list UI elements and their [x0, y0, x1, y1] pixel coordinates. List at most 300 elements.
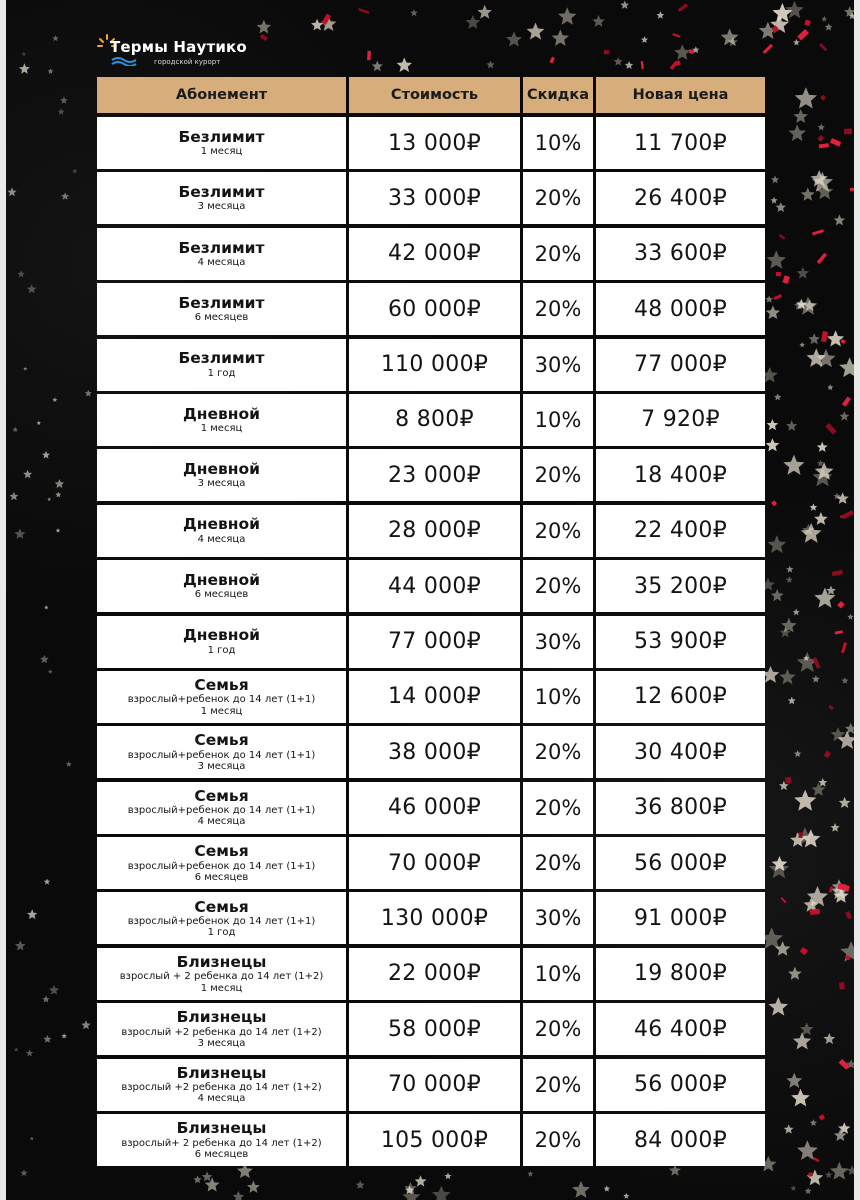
star-shape: [15, 940, 26, 950]
confetti-piece: [782, 275, 790, 284]
star-shape: [527, 1171, 533, 1177]
subscription-cell: [97, 449, 346, 501]
star-shape: [56, 528, 61, 532]
star-shape: [19, 63, 30, 73]
table-row: [97, 172, 762, 224]
star-shape: [604, 1185, 611, 1191]
plan-period: 3 месяца: [197, 478, 246, 490]
subscription-cell: [97, 1114, 346, 1166]
star-shape: [830, 1162, 849, 1180]
plan-name: Дневной: [182, 515, 261, 534]
table-row: [97, 892, 762, 944]
plan-period: 6 месяцев: [194, 589, 249, 601]
plan-name: Безлимит: [178, 349, 265, 368]
confetti-piece: [835, 630, 844, 634]
confetti-piece: [841, 339, 846, 344]
confetti-piece: [825, 423, 836, 434]
star-shape: [7, 187, 16, 196]
star-shape: [625, 61, 634, 69]
discount-cell: 30%: [523, 339, 593, 391]
confetti-piece: [367, 51, 371, 60]
new-price-cell: 12 600₽: [596, 671, 765, 723]
discount-cell: 30%: [523, 892, 593, 944]
star-shape: [193, 1175, 201, 1183]
star-shape: [233, 1191, 245, 1200]
price-cell: 23 000₽: [349, 449, 520, 501]
plan-name: Дневной: [182, 626, 261, 645]
subscription-cell: [97, 117, 346, 169]
plan-detail: взрослый+ребенок до 14 лет (1+1): [127, 915, 316, 927]
price-cell: 105 000₽: [349, 1114, 520, 1166]
plan-name: Близнецы: [176, 1063, 267, 1082]
star-shape: [415, 1175, 427, 1186]
table-row: [97, 505, 762, 557]
star-shape: [18, 270, 25, 277]
confetti-piece: [780, 897, 786, 903]
star-shape: [23, 470, 32, 479]
subscription-cell: [97, 228, 346, 280]
plan-detail: взрослый+ребенок до 14 лет (1+1): [127, 694, 316, 706]
star-shape: [827, 330, 844, 346]
subscription-cell: [97, 560, 346, 612]
new-price-cell: 11 700₽: [596, 117, 765, 169]
star-shape: [61, 192, 69, 200]
plan-name: Семья: [194, 731, 249, 750]
star-shape: [592, 15, 605, 27]
star-shape: [247, 1181, 260, 1193]
star-shape: [823, 1033, 835, 1044]
price-cell: 33 000₽: [349, 172, 520, 224]
confetti-piece: [817, 135, 824, 142]
star-shape: [771, 589, 784, 601]
star-shape: [66, 761, 72, 767]
star-shape: [445, 1173, 452, 1180]
star-shape: [784, 1124, 794, 1133]
discount-cell: 20%: [523, 1003, 593, 1055]
star-shape: [674, 44, 690, 60]
discount-cell: 20%: [523, 726, 593, 778]
plan-name: Семья: [194, 842, 249, 861]
new-price-cell: 19 800₽: [596, 948, 765, 1000]
plan-name: Семья: [194, 786, 249, 805]
subscription-cell: [97, 726, 346, 778]
star-shape: [506, 31, 522, 46]
new-price-cell: 48 000₽: [596, 283, 765, 335]
plan-period: 1 год: [207, 927, 236, 939]
confetti-piece: [813, 1157, 820, 1162]
star-shape: [205, 1178, 220, 1192]
confetti-piece: [776, 272, 781, 276]
confetti-piece: [797, 29, 809, 41]
table-row: [97, 948, 762, 1000]
subscription-cell: [97, 948, 346, 1000]
star-shape: [486, 61, 494, 69]
new-price-cell: 36 800₽: [596, 782, 765, 834]
star-shape: [817, 442, 828, 452]
star-shape: [432, 1186, 451, 1200]
confetti-piece: [824, 751, 831, 759]
price-cell: 77 000₽: [349, 616, 520, 668]
star-shape: [72, 169, 77, 174]
brand-name: Термы Наутико: [110, 38, 247, 56]
new-price-cell: 91 000₽: [596, 892, 765, 944]
star-shape: [9, 492, 18, 501]
star-shape: [641, 36, 648, 43]
new-price-cell: 26 400₽: [596, 172, 765, 224]
discount-cell: 30%: [523, 616, 593, 668]
plan-detail: взрослый +2 ребенка до 14 лет (1+2): [121, 1026, 322, 1038]
new-price-cell: 33 600₽: [596, 228, 765, 280]
plan-name: Близнецы: [176, 952, 267, 971]
price-cell: 130 000₽: [349, 892, 520, 944]
plan-period: 3 месяца: [197, 201, 246, 213]
star-shape: [847, 614, 853, 620]
star-shape: [831, 823, 840, 832]
star-shape: [14, 528, 25, 539]
discount-cell: 10%: [523, 117, 593, 169]
plan-period: 1 месяц: [200, 146, 243, 158]
star-shape: [372, 61, 383, 72]
table-body: [97, 117, 762, 1166]
star-shape: [558, 7, 577, 25]
confetti-piece: [844, 128, 852, 134]
new-price-cell: 46 400₽: [596, 1003, 765, 1055]
star-shape: [657, 11, 665, 18]
star-shape: [807, 1169, 824, 1185]
star-shape: [795, 87, 817, 108]
star-shape: [767, 250, 786, 268]
star-shape: [786, 420, 797, 431]
confetti-piece: [604, 50, 610, 54]
star-shape: [839, 797, 851, 808]
star-shape: [801, 187, 815, 200]
confetti-piece: [798, 832, 803, 838]
star-shape: [49, 985, 59, 995]
confetti-piece: [830, 138, 841, 147]
star-shape: [814, 512, 828, 525]
plan-period: 1 год: [207, 367, 236, 379]
subscription-cell: [97, 283, 346, 335]
star-shape: [765, 295, 773, 302]
confetti-piece: [820, 95, 826, 101]
header-subscription: Абонемент: [97, 77, 346, 113]
discount-cell: 20%: [523, 283, 593, 335]
confetti-piece: [804, 19, 811, 26]
new-price-cell: 53 900₽: [596, 616, 765, 668]
star-shape: [839, 411, 849, 420]
star-shape: [61, 1033, 67, 1038]
plan-period: 4 месяца: [197, 256, 246, 268]
confetti-piece: [689, 49, 694, 54]
table-row: [97, 283, 762, 335]
table-row: [97, 616, 762, 668]
star-shape: [791, 1089, 810, 1107]
plan-period: 4 месяца: [197, 816, 246, 828]
confetti-piece: [832, 570, 843, 576]
subscription-cell: [97, 892, 346, 944]
confetti-piece: [839, 982, 845, 990]
new-price-cell: 18 400₽: [596, 449, 765, 501]
plan-period: 6 месяцев: [194, 312, 249, 324]
confetti-piece: [828, 705, 833, 710]
star-shape: [779, 669, 795, 684]
star-shape: [40, 655, 49, 664]
table-row: [97, 339, 762, 391]
star-shape: [27, 284, 37, 293]
price-cell: 13 000₽: [349, 117, 520, 169]
star-shape: [769, 997, 789, 1016]
table-row: [97, 117, 762, 169]
price-cell: 70 000₽: [349, 837, 520, 889]
confetti-piece: [672, 33, 680, 38]
star-shape: [797, 1140, 818, 1160]
table-row: [97, 1059, 762, 1111]
confetti-piece: [819, 1114, 825, 1120]
star-shape: [44, 605, 48, 609]
star-shape: [44, 879, 50, 885]
star-shape: [785, 1, 803, 18]
header-price: Стоимость: [349, 77, 520, 113]
confetti-piece: [641, 61, 644, 69]
plan-detail: взрослый+ 2 ребенка до 14 лет (1+2): [121, 1137, 322, 1149]
table-row: [97, 1114, 762, 1166]
star-shape: [783, 455, 804, 475]
confetti-piece: [810, 909, 820, 915]
brand-logo: [96, 30, 246, 70]
star-shape: [55, 492, 61, 498]
discount-cell: 20%: [523, 1059, 593, 1111]
star-shape: [810, 503, 818, 510]
star-shape: [22, 52, 26, 56]
star-shape: [772, 3, 792, 22]
confetti-piece: [549, 57, 555, 64]
star-shape: [52, 397, 57, 402]
star-shape: [477, 5, 492, 19]
star-shape: [837, 492, 849, 504]
brand-tagline: городской курорт: [154, 58, 221, 66]
star-shape: [527, 23, 545, 40]
confetti-piece: [678, 3, 688, 12]
plan-period: 1 месяц: [200, 982, 243, 994]
star-shape: [23, 367, 27, 371]
star-shape: [793, 1032, 811, 1049]
plan-name: Безлимит: [178, 293, 265, 312]
subscription-cell: [97, 172, 346, 224]
price-cell: 46 000₽: [349, 782, 520, 834]
star-shape: [774, 393, 781, 400]
subscription-cell: [97, 782, 346, 834]
table-row: [97, 782, 762, 834]
star-shape: [793, 39, 800, 45]
star-shape: [821, 16, 827, 22]
confetti-piece: [785, 777, 792, 783]
subscription-cell: [97, 837, 346, 889]
star-shape: [614, 57, 623, 66]
star-shape: [786, 576, 793, 583]
star-shape: [620, 1, 629, 9]
plan-detail: взрослый + 2 ребенка до 14 лет (1+2): [119, 971, 324, 983]
plan-name: Безлимит: [178, 127, 265, 146]
table-row: [97, 671, 762, 723]
discount-cell: 20%: [523, 837, 593, 889]
confetti-piece: [841, 642, 847, 653]
confetti-piece: [817, 253, 827, 264]
left-page-edge: [0, 0, 6, 1200]
star-shape: [552, 29, 569, 46]
new-price-cell: 56 000₽: [596, 1059, 765, 1111]
star-shape: [14, 1047, 18, 1051]
price-cell: 70 000₽: [349, 1059, 520, 1111]
star-shape: [410, 9, 418, 16]
discount-cell: 20%: [523, 449, 593, 501]
header-new-price: Новая цена: [596, 77, 765, 113]
plan-name: Близнецы: [176, 1008, 267, 1027]
price-cell: 58 000₽: [349, 1003, 520, 1055]
new-price-cell: 56 000₽: [596, 837, 765, 889]
plan-name: Безлимит: [178, 238, 265, 257]
discount-cell: 20%: [523, 560, 593, 612]
star-shape: [257, 20, 272, 34]
star-shape: [827, 384, 833, 390]
star-shape: [834, 214, 846, 225]
discount-cell: 20%: [523, 782, 593, 834]
table-row: [97, 560, 762, 612]
star-shape: [623, 1193, 629, 1199]
star-shape: [26, 1049, 33, 1056]
confetti-piece: [821, 331, 828, 342]
discount-cell: 20%: [523, 505, 593, 557]
price-cell: 38 000₽: [349, 726, 520, 778]
star-shape: [788, 697, 796, 705]
star-shape: [781, 618, 797, 633]
star-shape: [766, 306, 780, 320]
new-price-cell: 77 000₽: [596, 339, 765, 391]
price-cell: 60 000₽: [349, 283, 520, 335]
star-shape: [47, 497, 51, 501]
star-shape: [797, 267, 809, 279]
table-row: [97, 449, 762, 501]
subscription-cell: [97, 1059, 346, 1111]
star-shape: [721, 28, 739, 45]
table-row: [97, 228, 762, 280]
new-price-cell: 35 200₽: [596, 560, 765, 612]
star-shape: [776, 202, 786, 212]
confetti-piece: [842, 397, 851, 407]
plan-name: Близнецы: [176, 1119, 267, 1138]
star-shape: [37, 421, 41, 425]
subscription-cell: [97, 671, 346, 723]
confetti-piece: [773, 294, 782, 300]
star-shape: [202, 1171, 213, 1181]
star-shape: [825, 1171, 832, 1178]
price-cell: 8 800₽: [349, 394, 520, 446]
new-price-cell: 22 400₽: [596, 505, 765, 557]
new-price-cell: 84 000₽: [596, 1114, 765, 1166]
star-shape: [48, 669, 53, 673]
discount-cell: 20%: [523, 228, 593, 280]
star-shape: [768, 535, 787, 553]
star-shape: [799, 342, 805, 347]
star-shape: [808, 333, 820, 344]
confetti-piece: [845, 911, 852, 919]
discount-cell: 10%: [523, 671, 593, 723]
plan-period: 1 месяц: [200, 423, 243, 435]
subscription-cell: [97, 616, 346, 668]
price-cell: 22 000₽: [349, 948, 520, 1000]
star-shape: [52, 35, 58, 41]
star-shape: [58, 108, 65, 115]
star-shape: [767, 419, 779, 430]
star-shape: [42, 451, 50, 459]
star-shape: [60, 96, 68, 103]
star-shape: [790, 1185, 796, 1191]
subscription-cell: [97, 1003, 346, 1055]
price-cell: 14 000₽: [349, 671, 520, 723]
plan-period: 3 месяца: [197, 1037, 246, 1049]
plan-period: 6 месяцев: [194, 871, 249, 883]
star-shape: [818, 778, 827, 787]
star-shape: [789, 124, 807, 141]
confetti-piece: [819, 143, 829, 148]
star-shape: [42, 996, 49, 1003]
star-shape: [841, 677, 848, 684]
confetti-piece: [779, 234, 786, 239]
confetti-piece: [842, 510, 854, 519]
plan-name: Семья: [194, 897, 249, 916]
confetti-piece: [771, 500, 777, 506]
confetti-piece: [800, 947, 808, 955]
right-page-edge: [854, 0, 860, 1200]
star-shape: [311, 19, 323, 31]
plan-name: Дневной: [182, 570, 261, 589]
subscription-cell: [97, 339, 346, 391]
table-header: [97, 77, 762, 113]
star-shape: [81, 1020, 90, 1029]
star-shape: [794, 750, 801, 757]
price-table: [97, 77, 762, 1169]
star-shape: [30, 1137, 34, 1141]
plan-period: 6 месяцев: [194, 1148, 249, 1160]
subscription-cell: [97, 394, 346, 446]
price-cell: 44 000₽: [349, 560, 520, 612]
table-row: [97, 726, 762, 778]
star-shape: [466, 15, 481, 29]
plan-period: 1 год: [207, 644, 236, 656]
star-shape: [20, 1169, 27, 1176]
plan-period: 1 месяц: [200, 705, 243, 717]
price-cell: 42 000₽: [349, 228, 520, 280]
star-shape: [13, 427, 19, 432]
star-shape: [793, 109, 808, 123]
star-shape: [794, 790, 816, 811]
confetti-piece: [819, 43, 827, 51]
discount-cell: 10%: [523, 394, 593, 446]
star-shape: [572, 1181, 590, 1198]
plan-detail: взрослый+ребенок до 14 лет (1+1): [127, 805, 316, 817]
wave-icon: [110, 56, 150, 66]
discount-cell: 10%: [523, 948, 593, 1000]
star-shape: [43, 1035, 51, 1043]
star-shape: [812, 675, 820, 682]
star-shape: [810, 1119, 817, 1126]
star-shape: [397, 57, 412, 72]
confetti-piece: [837, 601, 845, 609]
plan-detail: взрослый+ребенок до 14 лет (1+1): [127, 749, 316, 761]
plan-period: 4 месяца: [197, 1093, 246, 1105]
confetti-piece: [763, 44, 773, 54]
star-shape: [48, 68, 54, 74]
new-price-cell: 7 920₽: [596, 394, 765, 446]
